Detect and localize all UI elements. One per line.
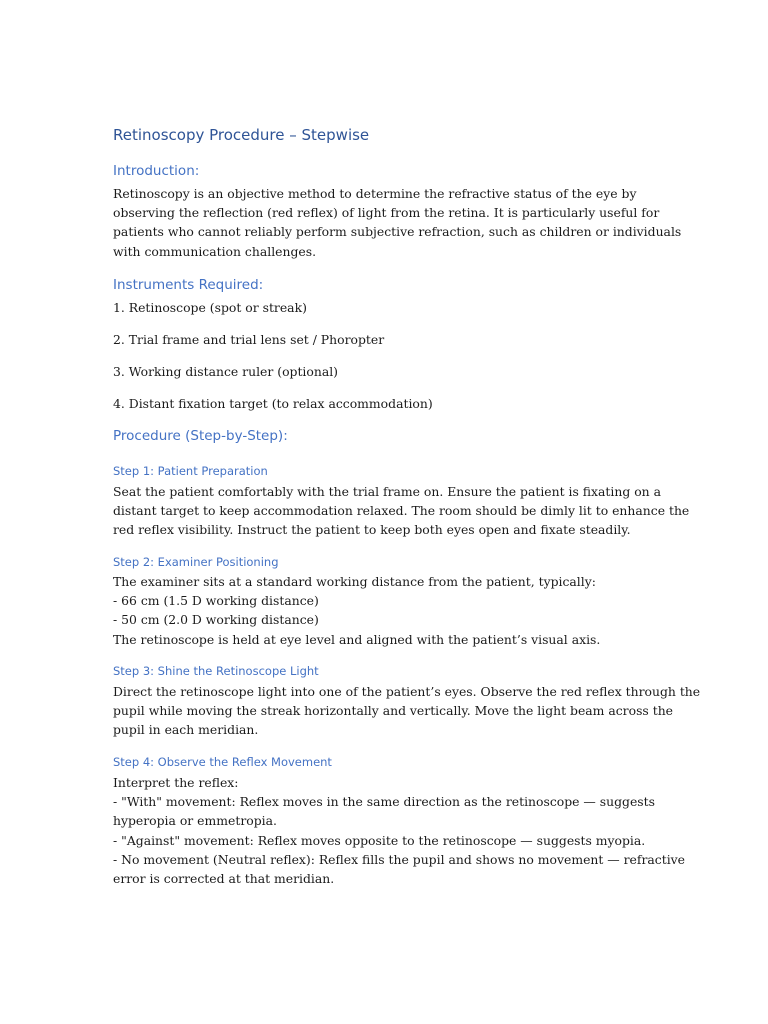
step-3-heading: Step 3: Shine the Retinoscope Light [113, 664, 319, 678]
procedure-heading: Procedure (Step-by-Step): [113, 428, 288, 444]
step-2-heading: Step 2: Examiner Positioning [113, 555, 279, 569]
instruments-heading: Instruments Required: [113, 277, 264, 293]
paragraph-line: Direct the retinoscope light into one of the patient’s eyes. Observe the red reflex through the [113, 684, 701, 699]
paragraph-line: hyperopia or emmetropia. [113, 813, 277, 829]
instrument-item: 4. Distant fixation target (to relax accommodation) [113, 396, 433, 411]
paragraph-line: Retinoscopy is an objective method to determine the refractive status of the eye by [113, 186, 637, 201]
paragraph-line: - No movement (Neutral reflex): Reflex fills the pupil and shows no movement — refractive [113, 851, 686, 867]
paragraph-line: observing the reflection (red reflex) of light from the retina. It is particularly useful for [113, 205, 660, 221]
paragraph-line: - 50 cm (2.0 D working distance) [113, 612, 319, 628]
paragraph-line: distant target to keep accommodation relaxed. The room should be dimly lit to enhance the [113, 503, 690, 519]
paragraph-line: pupil in each meridian. [113, 722, 259, 738]
paragraph-line: - "With" movement: Reflex moves in the same direction as the retinoscope — suggests [113, 794, 655, 810]
paragraph-line: patients who cannot reliably perform subjective refraction, such as children or individuals [113, 224, 682, 240]
paragraph-line: pupil while moving the streak horizontally and vertically. Move the light beam across the [113, 703, 674, 719]
step-4-heading: Step 4: Observe the Reflex Movement [113, 755, 332, 769]
introduction-paragraph [113, 184, 682, 261]
paragraph-line: Interpret the reflex: [113, 775, 239, 790]
paragraph-line: with communication challenges. [113, 243, 317, 259]
paragraph-line: The retinoscope is held at eye level and aligned with the patient’s visual axis. [113, 631, 601, 647]
instrument-item: 1. Retinoscope (spot or streak) [113, 300, 307, 315]
paragraph-line: The examiner sits at a standard working distance from the patient, typically: [113, 574, 596, 589]
paragraph-line: error is corrected at that meridian. [113, 871, 335, 887]
instrument-item: 2. Trial frame and trial lens set / Phoropter [113, 332, 385, 347]
introduction-heading: Introduction: [113, 163, 200, 179]
paragraph-line: - 66 cm (1.5 D working distance) [113, 593, 319, 609]
paragraph-line: - "Against" movement: Reflex moves opposite to the retinoscope — suggests myopia. [113, 832, 646, 848]
instrument-item: 3. Working distance ruler (optional) [113, 364, 339, 379]
step-1-paragraph [113, 482, 690, 540]
document-title: Retinoscopy Procedure – Stepwise [113, 126, 370, 144]
step-1-heading: Step 1: Patient Preparation [113, 464, 268, 478]
paragraph-line: red reflex visibility. Instruct the patient to keep both eyes open and fixate steadily. [113, 522, 631, 538]
step-3-paragraph [113, 682, 701, 740]
paragraph-line: Seat the patient comfortably with the trial frame on. Ensure the patient is fixating on a [113, 484, 661, 499]
step-2-paragraph [113, 572, 673, 649]
step-4-paragraph [113, 773, 686, 888]
